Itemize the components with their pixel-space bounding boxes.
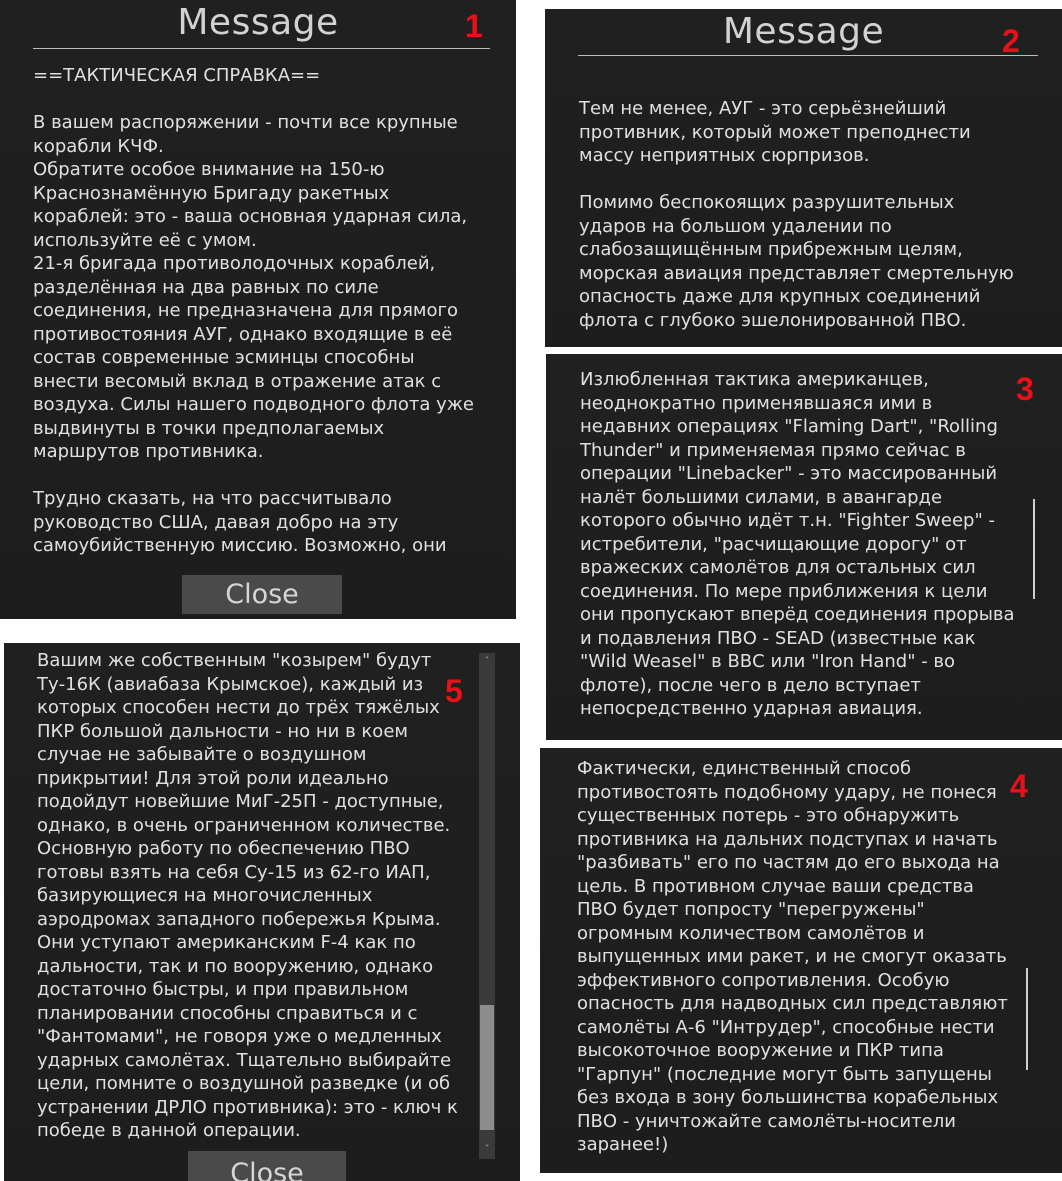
message-body[interactable]: ==ТАКТИЧЕСКАЯ СПРАВКА== В вашем распоряжении - почти все крупные корабли КЧФ. Обратите особое внимание на 150-ю Краснознамённую Бригаду ракетных кораблей: это - ваша основная ударная сила, используйте её с умом. 21-я бригада противолодочных кораблей, разделённая на два равных по силе соединения, не предназначена для прямого противостояния АУГ, однако входящие в её состав современные эсминцы способны внести весомый вклад в отражение атак с воздуха. Силы нашего подводного флота уже выдвинуты в точки предполагаемых маршрутов противника. Трудно сказать, на что рассчитывало руководство США, давая добро на эту самоубийственную миссию. Возможно, они <box>33 65 475 556</box>
title-divider <box>33 48 490 49</box>
panel-number-badge: 4 <box>1010 768 1028 804</box>
chevron-up-icon[interactable]: ˄ <box>484 656 490 667</box>
message-dialog-2 <box>545 9 1062 347</box>
panel-number-badge: 5 <box>445 673 463 709</box>
scrollbar-thumb[interactable] <box>1026 968 1028 1070</box>
message-body[interactable]: Вашим же собственным "козырем" будут Ту-16К (авиабаза Крымское), каждый из которых способен нести до трёх тяжёлых ПКР большой дальности - но ни в коем случае не забывайте о воздушном прикрытии! Для этой роли идеально подойдут новейшие МиГ-25П - доступные, однако, в очень ограниченном количестве. Основную работу по обеспечению ПВО готовы взять на себя Су-15 из 62-го ИАП, базирующиеся на многочисленных аэродромах западного побережья Крыма. Они уступают американским F-4 как по дальности, так и по вооружению, однако достаточно быстры, и при правильном планировании способны справиться и с "Фантомами", не говоря уже о медленных ударных самолётах. Тщательно выбирайте цели, помните о воздушной разведке (и об устранении ДРЛО противника): это - ключ к победе в данной операции. <box>37 650 458 1141</box>
message-dialog-4 <box>540 748 1062 1173</box>
message-dialog-3 <box>546 354 1062 740</box>
message-dialog-1 <box>0 0 516 619</box>
message-body[interactable]: Тем не менее, АУГ - это серьёзнейший противник, который может преподнести массу неприятных сюрпризов. Помимо беспокоящих разрушительных ударов на большом удалении по слабозащищённым прибрежным целям, морская авиация представляет смертельную опасность даже для крупных соединений флота с глубоко эшелонированной ПВО. <box>579 98 1014 331</box>
chevron-down-icon[interactable]: ˅ <box>484 1144 490 1155</box>
scrollbar-thumb[interactable] <box>1033 499 1035 599</box>
panel-number-badge: 2 <box>1002 23 1020 59</box>
close-button[interactable]: Close <box>182 575 342 614</box>
panel-number-badge: 3 <box>1016 371 1034 407</box>
dialog-title: Message <box>177 2 339 43</box>
title-divider <box>578 55 1038 56</box>
panel-number-badge: 1 <box>465 8 483 44</box>
message-dialog-5 <box>4 643 520 1181</box>
vertical-scrollbar[interactable] <box>479 653 495 1159</box>
message-body[interactable]: Фактически, единственный способ противостоять подобному удару, не понеся существенных потерь - это обнаружить противника на дальних подступах и начать "разбивать" его по частям до его выхода на цель. В противном случае ваши средства ПВО будет попросту "перегружены" огромным количеством самолётов и выпущенных ими ракет, и не смогут оказать эффективного сопротивления. Особую опасность для надводных сил представляют самолёты А-6 "Интрудер", способные нести высокоточное вооружение и ПКР типа "Гарпун" (последние могут быть запущены без входа в зону большинства корабельных ПВО - уничтожайте самолёты-носители заранее!) <box>577 758 1008 1155</box>
scrollbar-thumb[interactable] <box>480 1005 494 1130</box>
message-body[interactable]: Излюбленная тактика американцев, неоднократно применявшаяся ими в недавних операциях "Flaming Dart", "Rolling Thunder" и применяемая прямо сейчас в операции "Linebacker" - это массированный налёт большими силами, в авангарде которого обычно идёт т.н. "Fighter Sweep" - истребители, "расчищающие дорогу" от вражеских самолётов для остальных сил соединения. По мере приближения к цели они пропускают вперёд соединения прорыва и подавления ПВО - SEAD (известные как "Wild Weasel" в ВВС или "Iron Hand" - во флоте), после чего в дело вступает непосредственно ударная авиация. <box>580 369 1015 719</box>
dialog-title: Message <box>722 11 885 52</box>
close-button[interactable]: Close <box>188 1151 346 1181</box>
